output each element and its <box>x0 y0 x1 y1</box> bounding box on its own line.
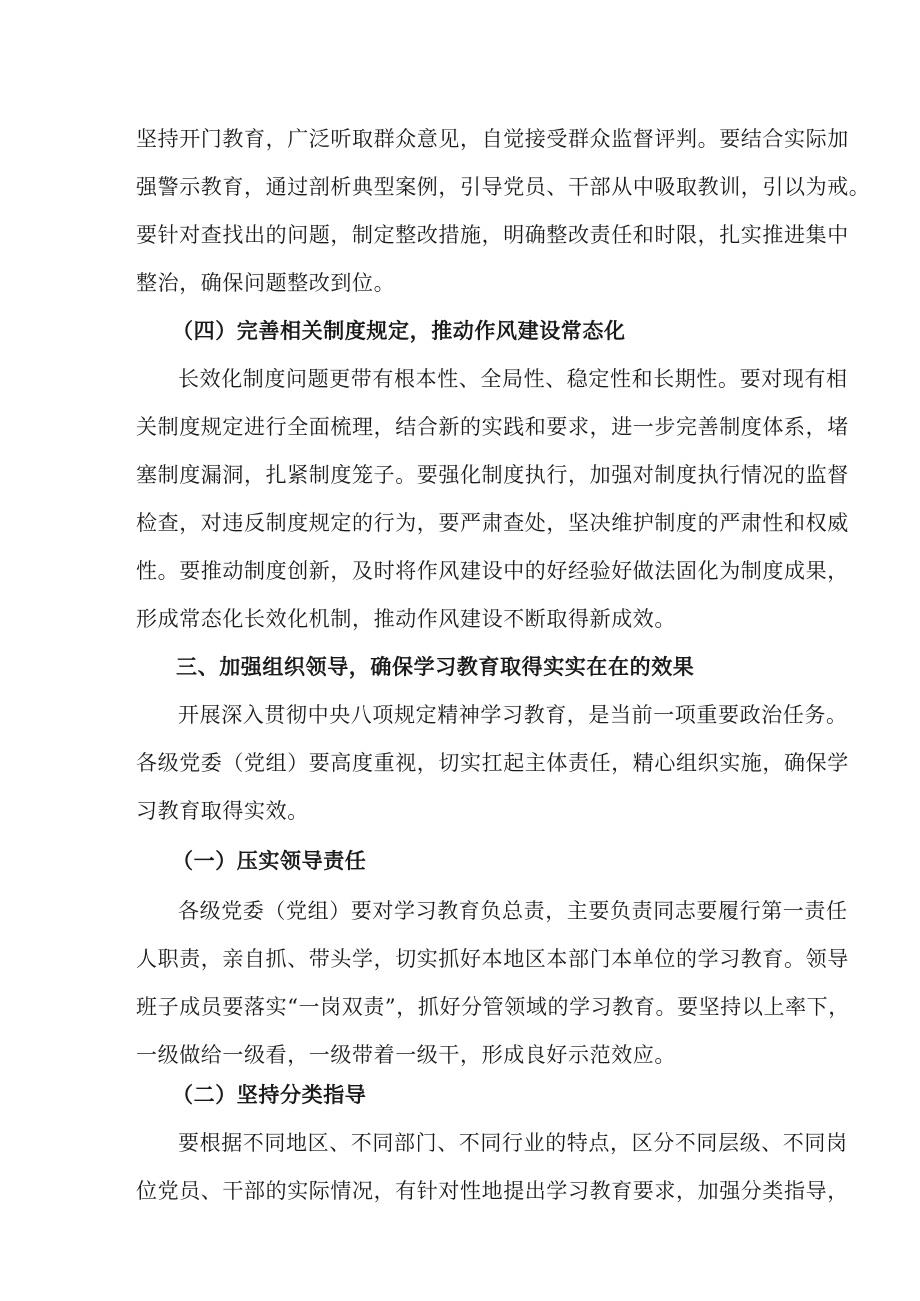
paragraph-line: 各级党委（党组）要高度重视，切实扛起主体责任，精心组织实施，确保学 <box>136 751 849 775</box>
section-heading-3: 三、加强组织领导，确保学习教育取得实实在在的效果 <box>176 654 695 679</box>
subsection-heading-1: （一）压实领导责任 <box>172 848 367 873</box>
paragraph-line: 坚持开门教育，广泛听取群众意见，自觉接受群众监督评判。要结合实际加 <box>136 127 849 151</box>
paragraph-line: 关制度规定进行全面梳理，结合新的实践和要求，进一步完善制度体系，堵 <box>136 415 849 439</box>
paragraph-line: 人职责，亲自抓、带头学，切实抓好本地区本部门本单位的学习教育。领导 <box>136 947 849 971</box>
paragraph-line: 要根据不同地区、不同部门、不同行业的特点，区分不同层级、不同岗 <box>178 1131 848 1155</box>
paragraph-line: 整治，确保问题整改到位。 <box>136 271 396 295</box>
paragraph-line: 位党员、干部的实际情况，有针对性地提出学习教育要求，加强分类指导， <box>136 1179 849 1203</box>
paragraph-line: 长效化制度问题更带有根本性、全局性、稳定性和长期性。要对现有相 <box>178 367 848 391</box>
subsection-heading-4: （四）完善相关制度规定，推动作风建设常态化 <box>172 318 626 343</box>
paragraph-line: 班子成员要落实“一岗双责”，抓好分管领域的学习教育。要坚持以上率下， <box>136 995 850 1019</box>
paragraph-line: 性。要推动制度创新，及时将作风建设中的好经验好做法固化为制度成果， <box>136 559 849 583</box>
paragraph-line: 开展深入贯彻中央八项规定精神学习教育，是当前一项重要政治任务。 <box>178 703 848 727</box>
paragraph-line: 要针对查找出的问题，制定整改措施，明确整改责任和时限，扎实推进集中 <box>136 223 849 247</box>
paragraph-line: 检查，对违反制度规定的行为，要严肃查处，坚决维护制度的严肃性和权威 <box>136 511 849 535</box>
paragraph-line: 形成常态化长效化机制，推动作风建设不断取得新成效。 <box>136 607 676 631</box>
paragraph-line: 各级党委（党组）要对学习教育负总责，主要负责同志要履行第一责任 <box>178 899 848 923</box>
paragraph-line: 塞制度漏洞，扎紧制度笼子。要强化制度执行，加强对制度执行情况的监督 <box>136 463 849 487</box>
paragraph-line: 强警示教育，通过剖析典型案例，引导党员、干部从中吸取教训，引以为戒。 <box>136 175 871 199</box>
paragraph-line: 习教育取得实效。 <box>136 799 309 823</box>
paragraph-line: 一级做给一级看，一级带着一级干，形成良好示范效应。 <box>136 1043 676 1067</box>
subsection-heading-2: （二）坚持分类指导 <box>172 1082 367 1107</box>
